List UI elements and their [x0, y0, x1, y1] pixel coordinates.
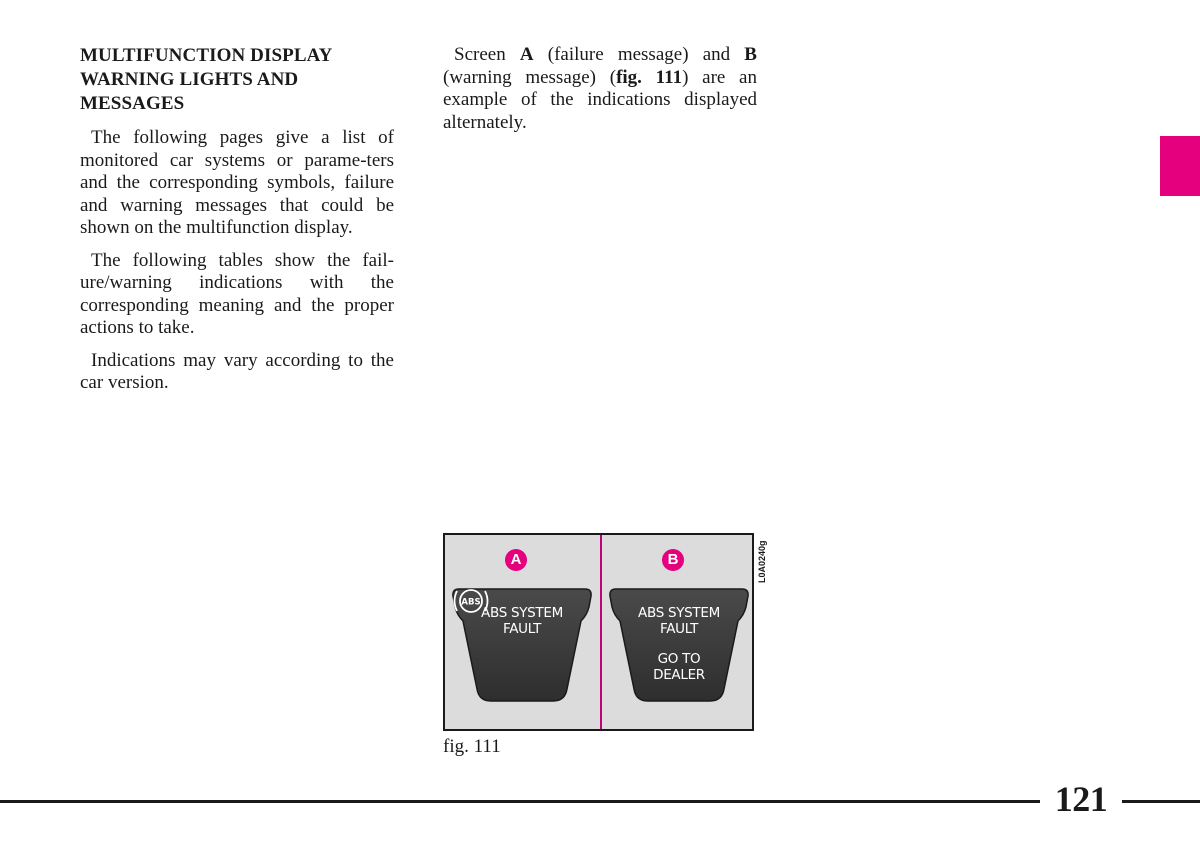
intro-text-4: ) are an example of the indications displayed alternately. [443, 66, 757, 133]
screen-a-line-2: FAULT [502, 621, 542, 637]
display-shape-b [606, 585, 752, 705]
screen-b-line-4: DEALER [653, 667, 705, 683]
paragraph-2: The following tables show the fail-ure/warning indications with the corresponding meaning and the proper actions to take. [80, 249, 394, 338]
screen-b-ref: B [744, 44, 757, 65]
heading-line-2: WARNING LIGHTS AND [80, 69, 299, 90]
page-number: 121 [1054, 779, 1108, 819]
right-column [443, 44, 757, 134]
screen-a-panel [445, 535, 600, 729]
left-column [80, 127, 394, 405]
screen-b-line-1: ABS SYSTEM [638, 605, 720, 621]
screen-b-line-2: FAULT [659, 621, 699, 637]
screen-a-line-1: ABS SYSTEM [481, 605, 563, 621]
figure-111 [443, 533, 754, 731]
section-heading [80, 44, 400, 116]
figure-caption: fig. 111 [443, 736, 501, 757]
footer-rule-right [1122, 800, 1200, 803]
heading-line-3: MESSAGES [80, 93, 185, 114]
intro-text-3: (warning message) ( [443, 66, 617, 88]
badge-a: A [505, 549, 527, 571]
intro-text-1: Screen [454, 44, 520, 65]
intro-text-2: (failure message) and [533, 44, 745, 65]
paragraph-3: Indications may vary according to the car version. [80, 349, 394, 393]
badge-b: B [662, 549, 684, 571]
figure-ref: fig. 111 [616, 66, 683, 88]
screen-b-text-bottom [606, 651, 752, 683]
display-screen-b [606, 585, 752, 705]
screen-b-panel [602, 535, 757, 729]
section-tab [1160, 136, 1200, 196]
figure-code: L0A0240g [757, 540, 767, 583]
display-screen-a [449, 585, 595, 705]
heading-line-1: MULTIFUNCTION DISPLAY [80, 45, 333, 66]
screen-a-ref: A [519, 44, 534, 65]
figure-intro-paragraph [443, 44, 757, 134]
screen-b-line-3: GO TO [657, 651, 701, 667]
abs-warning-icon [449, 585, 493, 617]
paragraph-1: The following pages give a list of monitored car systems or parame-ters and the corresponding symbols, failure and warning messages that could be shown on the multifunction display. [80, 127, 394, 238]
screen-b-text-top [606, 605, 752, 637]
footer-rule-left [0, 800, 1040, 803]
svg-text:ABS: ABS [461, 597, 481, 608]
